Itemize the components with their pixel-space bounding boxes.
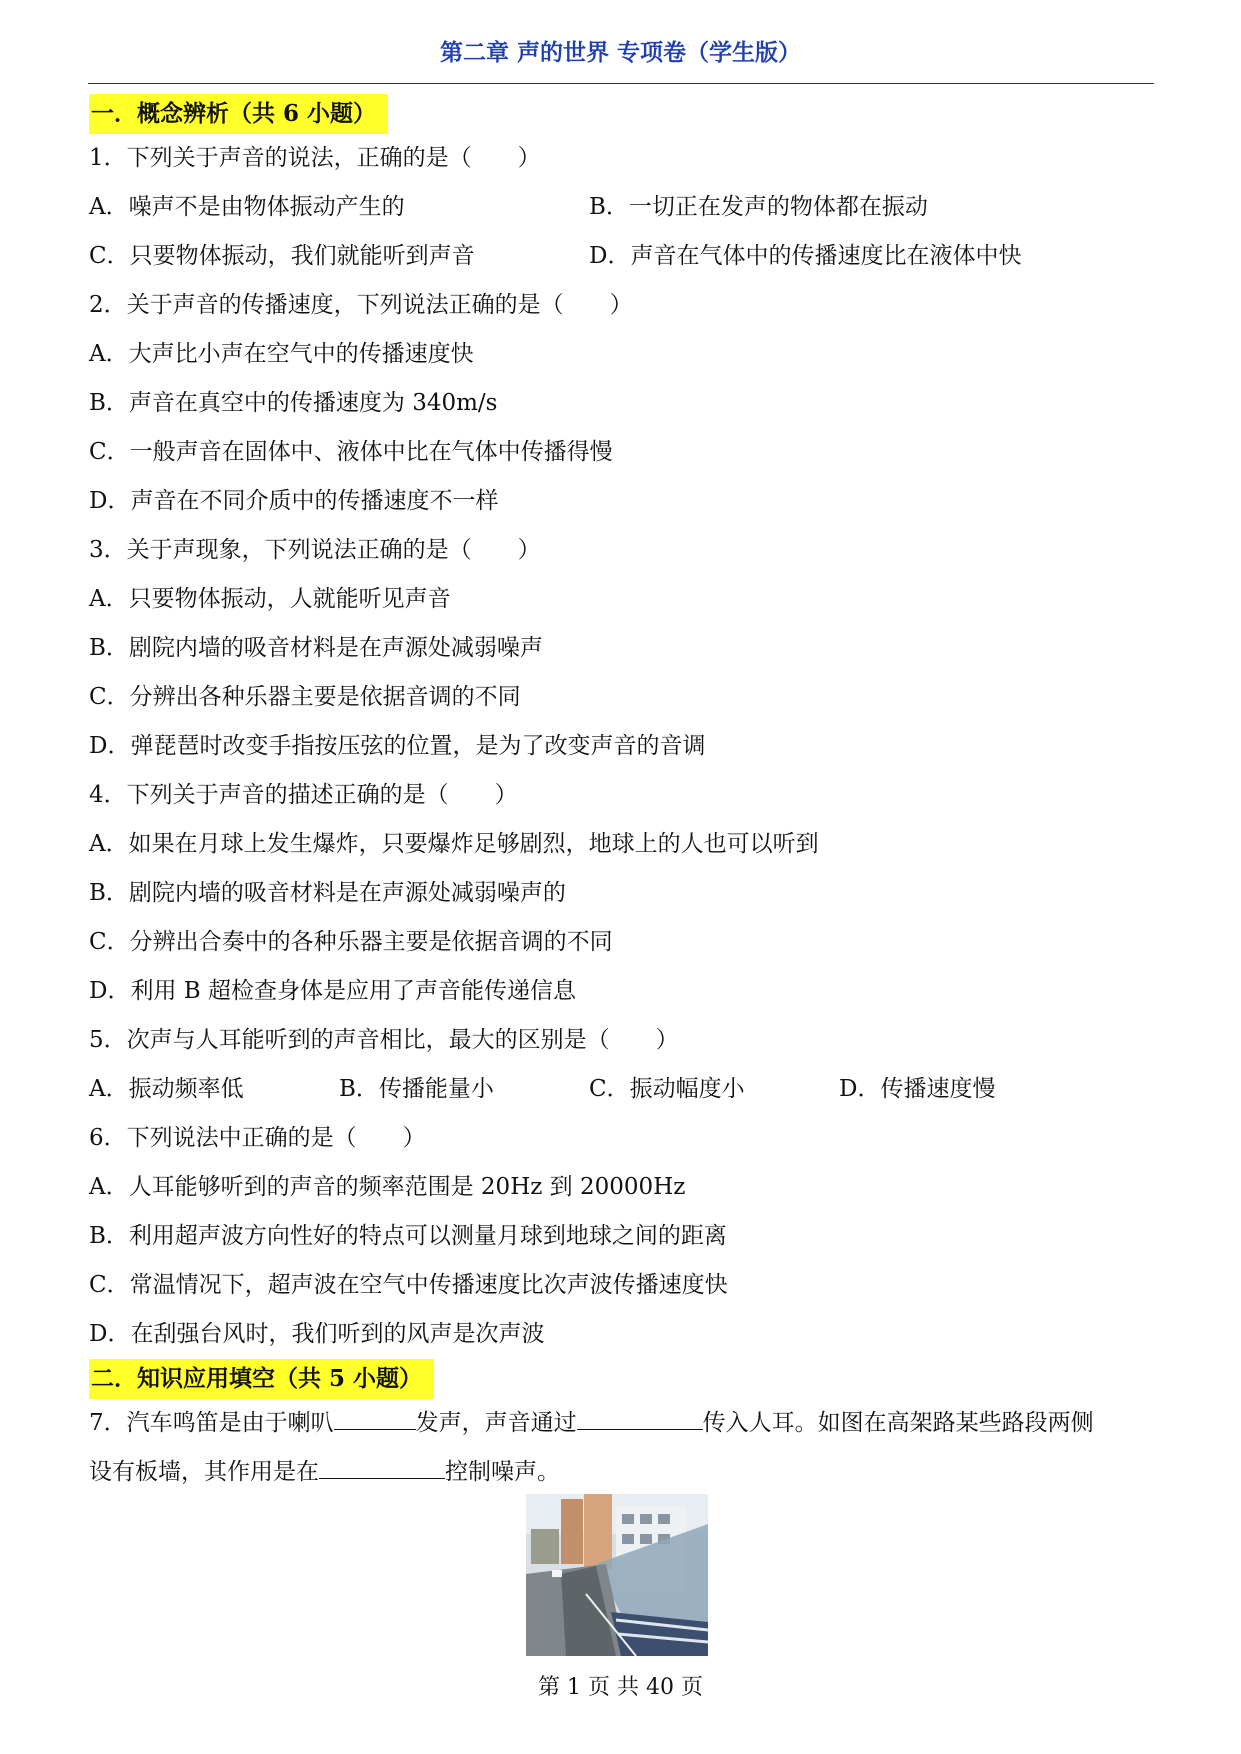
question-6-option-a: A．人耳能够听到的声音的频率范围是 20Hz 到 20000Hz xyxy=(89,1174,686,1200)
page-footer: 第 1 页 共 40 页 xyxy=(538,1675,703,1700)
question-4-option-b: B．剧院内墙的吸音材料是在声源处减弱噪声的 xyxy=(89,880,566,906)
question-3-option-b: B．剧院内墙的吸音材料是在声源处减弱噪声 xyxy=(89,635,543,661)
section-heading-1: 一．概念辨析（共 6 小题） xyxy=(89,94,388,134)
question-7-part-4: 设有板墙，其作用是在 xyxy=(89,1459,319,1485)
question-4-option-d: D．利用 B 超检查身体是应用了声音能传递信息 xyxy=(89,978,576,1004)
question-7-part-2: 发声，声音通过 xyxy=(415,1410,577,1436)
question-7-part-5: 控制噪声。 xyxy=(445,1459,560,1485)
question-4-stem: 4．下列关于声音的描述正确的是（ ） xyxy=(89,782,518,808)
question-6-stem: 6．下列说法中正确的是（ ） xyxy=(89,1125,426,1151)
page-header-title: 第二章 声的世界 专项卷（学生版） xyxy=(439,40,801,66)
elevated-road-noise-barrier-photo xyxy=(526,1494,708,1656)
question-1-option-c: C．只要物体振动，我们就能听到声音 xyxy=(89,243,475,269)
question-5-option-c: C．振动幅度小 xyxy=(589,1076,745,1102)
question-6-option-b: B．利用超声波方向性好的特点可以测量月球到地球之间的距离 xyxy=(89,1223,727,1249)
answer-blank-1[interactable] xyxy=(334,1403,416,1430)
question-4-option-c: C．分辨出合奏中的各种乐器主要是依据音调的不同 xyxy=(89,929,613,955)
question-6-option-c: C．常温情况下，超声波在空气中传播速度比次声波传播速度快 xyxy=(89,1272,728,1298)
question-5-stem: 5．次声与人耳能听到的声音相比，最大的区别是（ ） xyxy=(89,1027,679,1053)
question-5-option-d: D．传播速度慢 xyxy=(839,1076,996,1102)
question-7-part-1: 7．汽车鸣笛是由于喇叭 xyxy=(89,1410,334,1436)
question-5-options-row xyxy=(89,1065,1155,1114)
question-1-option-a: A．噪声不是由物体振动产生的 xyxy=(89,194,405,220)
header-divider xyxy=(88,83,1154,84)
question-3-option-c: C．分辨出各种乐器主要是依据音调的不同 xyxy=(89,684,521,710)
question-7-part-3: 传入人耳。如图在高架路某些路段两侧 xyxy=(702,1410,1094,1436)
answer-blank-2[interactable] xyxy=(577,1403,703,1430)
question-3-stem: 3．关于声现象，下列说法正确的是（ ） xyxy=(89,537,541,563)
question-6-option-d: D．在刮强台风时，我们听到的风声是次声波 xyxy=(89,1321,545,1347)
question-1-options-row-2 xyxy=(89,232,1155,281)
question-1-stem: 1．下列关于声音的说法，正确的是（ ） xyxy=(89,145,541,171)
question-2-stem: 2．关于声音的传播速度，下列说法正确的是（ ） xyxy=(89,292,633,318)
question-2-option-c: C．一般声音在固体中、液体中比在气体中传播得慢 xyxy=(89,439,613,465)
question-2-option-d: D．声音在不同介质中的传播速度不一样 xyxy=(89,488,499,514)
question-1-options-row-1 xyxy=(89,183,1155,232)
question-1-option-d: D．声音在气体中的传播速度比在液体中快 xyxy=(589,243,1022,269)
question-2-option-b: B．声音在真空中的传播速度为 340m/s xyxy=(89,390,498,416)
question-5-option-a: A．振动频率低 xyxy=(89,1076,244,1102)
question-1-option-b: B．一切正在发声的物体都在振动 xyxy=(589,194,928,220)
answer-blank-3[interactable] xyxy=(319,1452,445,1479)
photo-illustration xyxy=(526,1494,708,1656)
question-7-text xyxy=(89,1399,1155,1497)
question-2-option-a: A．大声比小声在空气中的传播速度快 xyxy=(89,341,474,367)
question-4-option-a: A．如果在月球上发生爆炸，只要爆炸足够剧烈，地球上的人也可以听到 xyxy=(89,831,819,857)
question-5-option-b: B．传播能量小 xyxy=(339,1076,494,1102)
document-body xyxy=(89,94,1155,1497)
question-3-option-d: D．弹琵琶时改变手指按压弦的位置，是为了改变声音的音调 xyxy=(89,733,706,759)
section-heading-2: 二．知识应用填空（共 5 小题） xyxy=(89,1359,434,1399)
question-3-option-a: A．只要物体振动，人就能听见声音 xyxy=(89,586,451,612)
